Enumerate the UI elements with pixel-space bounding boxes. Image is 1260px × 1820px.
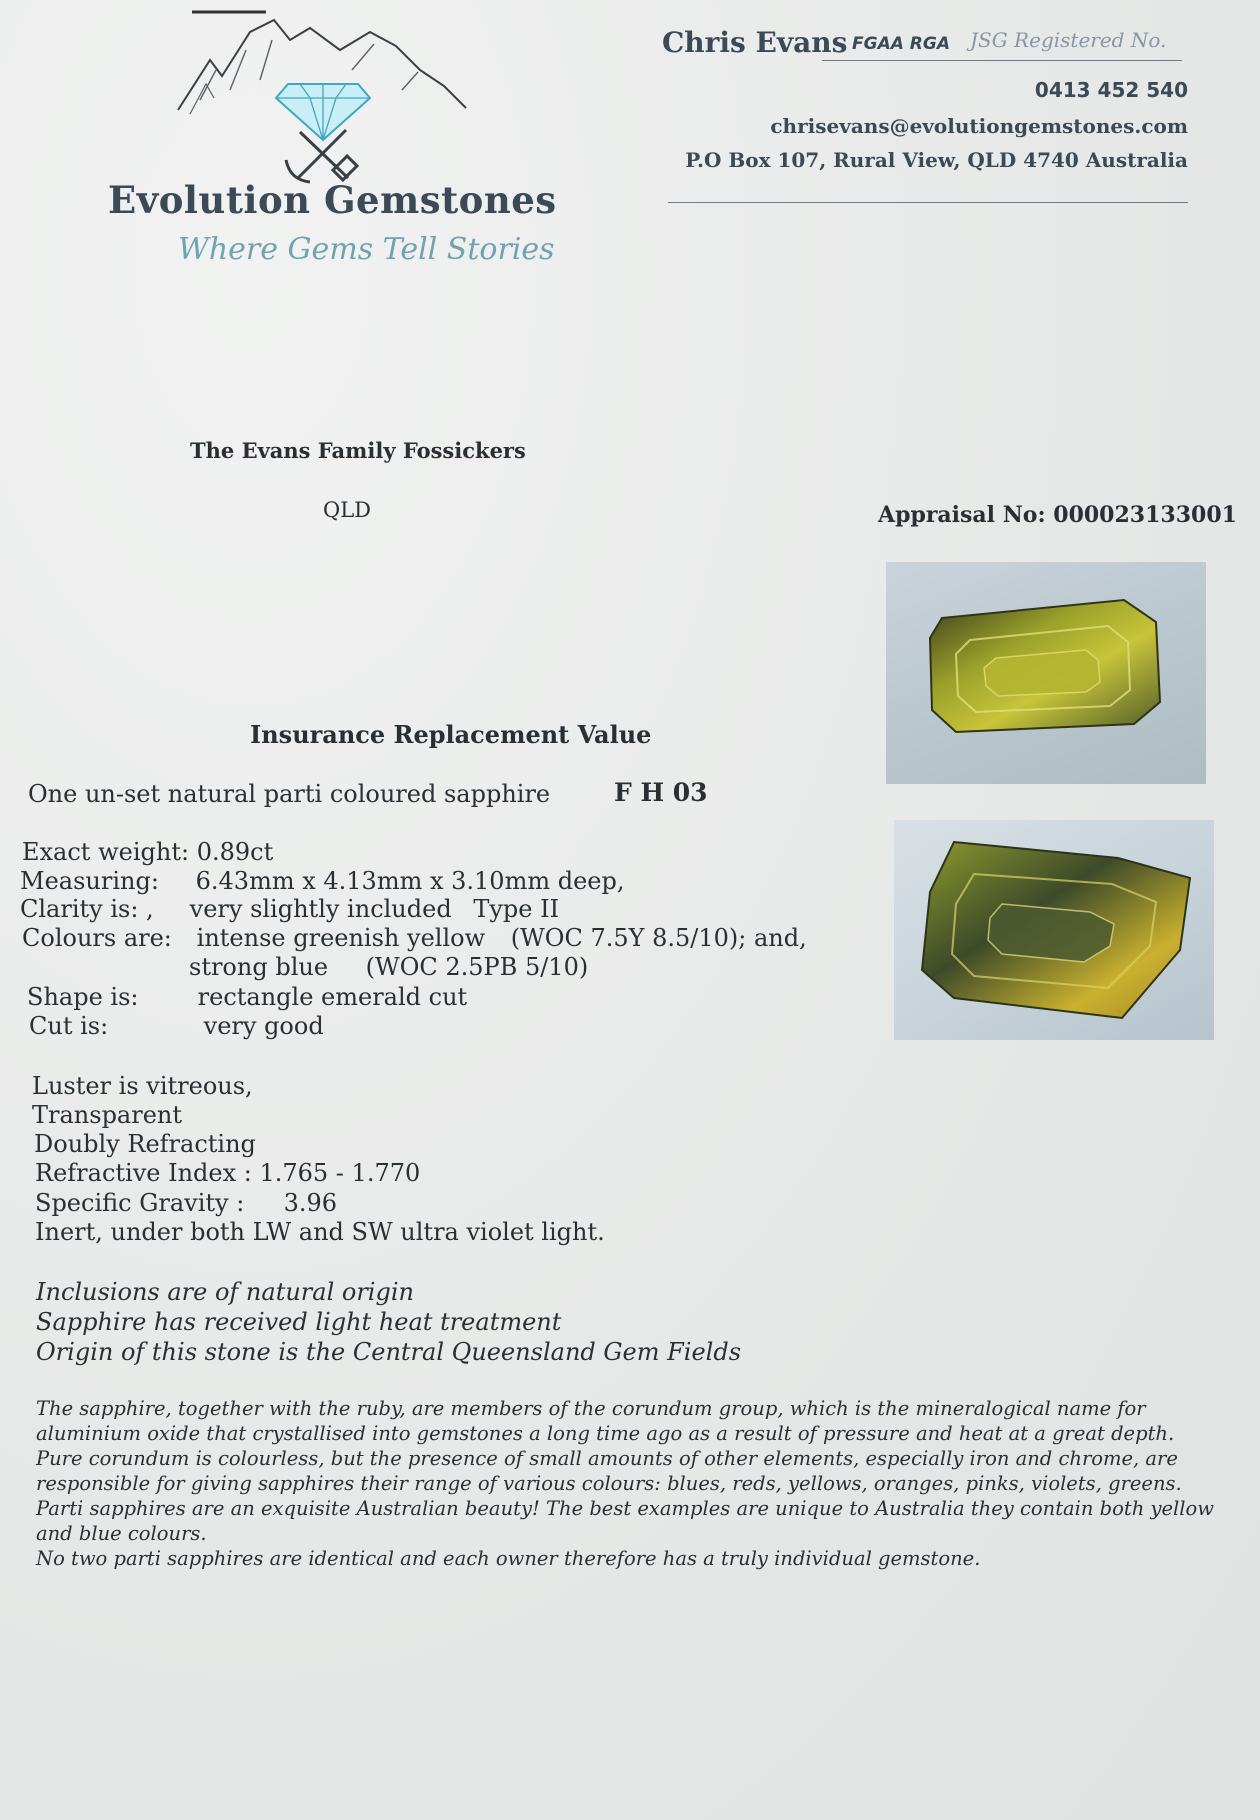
section-title: Insurance Replacement Value xyxy=(250,720,652,749)
stone-code: F H 03 xyxy=(614,778,708,807)
footer-line: and blue colours. xyxy=(36,1522,207,1545)
spec-colour1-woc: (WOC 7.5Y 8.5/10); and, xyxy=(510,924,807,952)
footer-line: aluminium oxide that crystallised into gemstones a long time ago as a result of pressure and heat at a great depth. xyxy=(36,1422,1175,1445)
footer-line: Pure corundum is colourless, but the presence of small amounts of other elements, especially iron and chrome, are xyxy=(36,1447,1178,1470)
spec-clarity-label: Clarity is: , xyxy=(20,895,154,923)
contact-email: chrisevans@evolutiongemstones.com xyxy=(770,114,1188,138)
spec-colours xyxy=(22,924,807,952)
prop-sg-label: Specific Gravity : xyxy=(35,1189,245,1217)
footer-line: No two parti sapphires are identical and each owner therefore has a truly individual gemstone. xyxy=(36,1547,981,1570)
spec-clarity xyxy=(20,895,559,923)
gemstone-photo-bottom xyxy=(894,820,1214,1040)
spec-shape xyxy=(27,983,467,1011)
client-name: The Evans Family Fossickers xyxy=(190,438,526,463)
spec-colour2-woc: (WOC 2.5PB 5/10) xyxy=(365,953,589,981)
spec-shape-label: Shape is: xyxy=(27,983,139,1011)
prop-luster: Luster is vitreous, xyxy=(32,1072,253,1100)
prop-specific-gravity xyxy=(35,1189,337,1217)
note-treatment: Sapphire has received light heat treatment xyxy=(36,1308,562,1336)
stone-description: One un-set natural parti coloured sapphire xyxy=(28,780,551,808)
footer-line: The sapphire, together with the ruby, are members of the corundum group, which is the mineralogical name for xyxy=(36,1397,1146,1420)
header-divider xyxy=(822,60,1182,61)
spec-colour2 xyxy=(189,953,588,981)
spec-weight-label: Exact weight: xyxy=(22,838,190,866)
appraiser-credentials: FGAA RGA xyxy=(852,34,950,54)
note-origin: Origin of this stone is the Central Queensland Gem Fields xyxy=(36,1338,742,1366)
footer-line: Parti sapphires are an exquisite Australian beauty! The best examples are unique to Australia they contain both yellow xyxy=(36,1497,1214,1520)
prop-uv: Inert, under both LW and SW ultra violet light. xyxy=(35,1218,605,1246)
registration-signature: JSG Registered No. xyxy=(970,28,1167,52)
spec-measuring xyxy=(20,867,624,895)
appraiser-name: Chris Evans xyxy=(662,26,848,59)
footer-line: responsible for giving sapphires their range of various colours: blues, reds, yellows, oranges, pinks, violets, greens. xyxy=(36,1472,1182,1495)
prop-sg-value: 3.96 xyxy=(283,1189,338,1217)
spec-measuring-label: Measuring: xyxy=(20,867,159,895)
spec-cut xyxy=(29,1012,324,1040)
spec-colours-label: Colours are: xyxy=(22,924,172,952)
prop-refraction: Doubly Refracting xyxy=(34,1130,256,1158)
prop-refractive-index: Refractive Index : 1.765 - 1.770 xyxy=(35,1159,421,1187)
spec-shape-value: rectangle emerald cut xyxy=(197,983,468,1011)
contact-phone: 0413 452 540 xyxy=(1034,78,1188,102)
spec-colour2-name: strong blue xyxy=(189,953,329,981)
gemstone-photo-top xyxy=(886,562,1206,784)
spec-colour1: intense greenish yellow xyxy=(196,924,486,952)
spec-cut-label: Cut is: xyxy=(29,1012,109,1040)
appraisal-number: Appraisal No: 000023133001 xyxy=(878,502,1237,528)
prop-transparency: Transparent xyxy=(32,1101,183,1129)
spec-cut-value: very good xyxy=(203,1012,324,1040)
brand-tagline: Where Gems Tell Stories xyxy=(178,232,555,267)
brand-name: Evolution Gemstones xyxy=(108,178,557,222)
client-state: QLD xyxy=(323,498,371,522)
note-inclusions: Inclusions are of natural origin xyxy=(36,1278,414,1306)
contact-address: P.O Box 107, Rural View, QLD 4740 Australia xyxy=(685,148,1188,172)
spec-weight xyxy=(22,838,273,866)
mountain-diamond-logo-icon xyxy=(170,10,490,190)
spec-clarity-type: Type II xyxy=(473,895,560,923)
header-divider-bottom xyxy=(668,202,1188,203)
spec-weight-value: 0.89ct xyxy=(196,838,274,866)
spec-clarity-value: very slightly included xyxy=(189,895,452,923)
corundum-info-paragraph xyxy=(36,1396,1236,1571)
spec-measuring-value: 6.43mm x 4.13mm x 3.10mm deep, xyxy=(195,867,625,895)
